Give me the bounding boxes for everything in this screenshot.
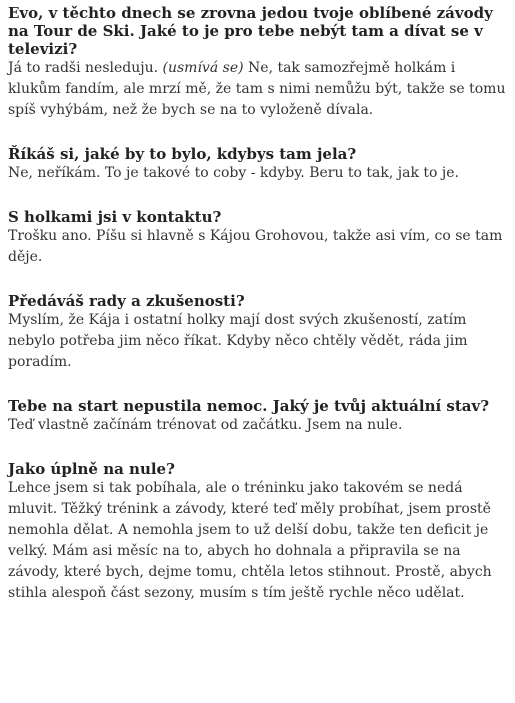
interview-answer: Lehce jsem si tak pobíhala, ale o tréninku jako takovém se nedá mluvit. Těžký trénink a závody, které teď měly probíhat, jsem prostě nemohla dělat. A nemohla jsem to už delší dobu, takže ten deficit je velký. Mám asi měsíc na to, abych ho dohnala a připravila se na závody, které bych, dejme tomu, chtěla letos stihnout. Prostě, abych stihla alespoň část sezony, musím s tím ještě rychle něco udělat. bbox=[8, 480, 492, 601]
interview-question: Jako úplně na nule? bbox=[8, 460, 175, 478]
interview-answer: Teď vlastně začínám trénovat od začátku. Jsem na nule. bbox=[8, 417, 403, 433]
qa-block bbox=[8, 292, 507, 373]
interview-question: Tebe na start nepustila nemoc. Jaký je tvůj aktuální stav? bbox=[8, 397, 490, 415]
interview-question: Předáváš rady a zkušenosti? bbox=[8, 292, 245, 310]
interview-question: Evo, v těchto dnech se zrovna jedou tvoje oblíbené závody na Tour de Ski. Jaké to je pro tebe nebýt tam a dívat se v televizi? bbox=[8, 4, 493, 58]
interview-answer: Myslím, že Kája i ostatní holky mají dost svých zkušeností, zatím nebylo potřeba jim něco říkat. Kdyby něco chtěly vědět, ráda jim poradím. bbox=[8, 312, 468, 370]
answer-text: Já to radši nesleduju. bbox=[8, 60, 163, 76]
interview-question: Říkáš si, jaké by to bylo, kdybys tam jela? bbox=[8, 145, 357, 163]
answer-stage-direction: (usmívá se) bbox=[162, 60, 244, 76]
qa-block bbox=[8, 460, 507, 604]
interview-question: S holkami jsi v kontaktu? bbox=[8, 208, 222, 226]
interview-answer: Ne, neříkám. To je takové to coby - kdyby. Beru to tak, jak to je. bbox=[8, 165, 459, 181]
qa-block bbox=[8, 208, 507, 268]
qa-block bbox=[8, 4, 507, 121]
qa-block bbox=[8, 145, 507, 184]
interview-answer bbox=[8, 58, 507, 121]
answer-text: Ne, tak samozřejmě holkám i klukům fandím, ale mrzí mě, že tam s nimi nemůžu být, takže se tomu spíš vyhýbám, než že bych se na to vyloženě dívala. bbox=[8, 60, 506, 118]
interview-answer: Trošku ano. Píšu si hlavně s Kájou Grohovou, takže asi vím, co se tam děje. bbox=[8, 228, 503, 265]
qa-block bbox=[8, 397, 507, 436]
